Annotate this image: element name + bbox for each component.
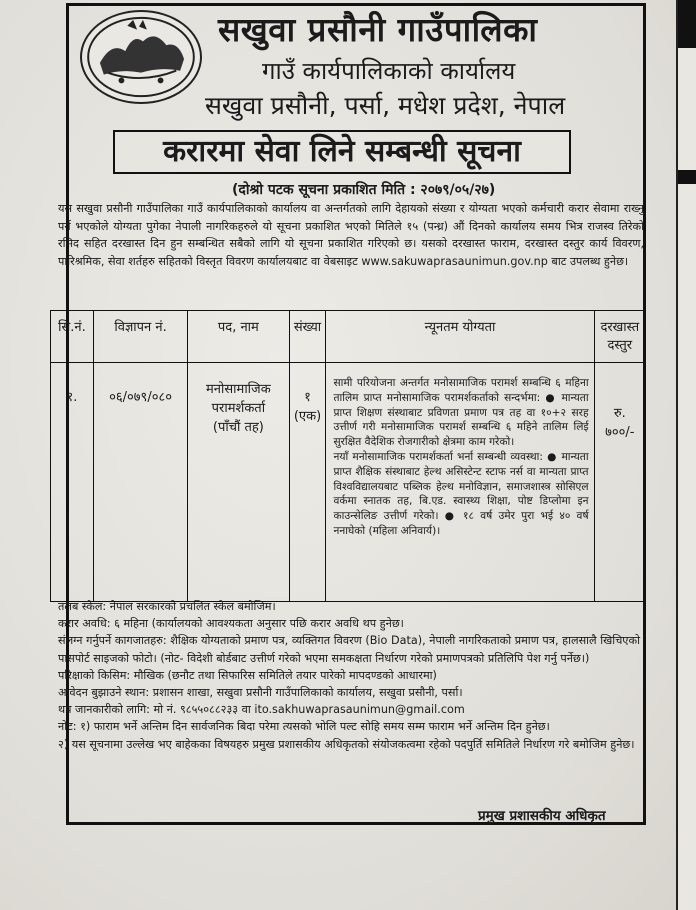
- header-sn: सि.नं.: [51, 311, 94, 363]
- header-count: संख्या: [289, 311, 326, 363]
- header-adv-no: विज्ञापन नं.: [93, 311, 187, 363]
- required-documents: संलग्न गर्नुपर्ने कागजातहरु: शैक्षिक योग्यताको प्रमाण पत्र, व्यक्तिगत विवरण (Bio Data), नेपाली नागरिकताको प्रमाण पत्र, हालसालै खिचिएको पासपोर्ट साइजको फोटो। (नोट- विदेशी बोर्डबाट उत्तीर्ण गरेको भएमा समकक्षता निर्धारण गरेको प्रमाणपत्रको प्रतिलिपि पेश गर्नु पर्नेछ।): [58, 634, 640, 665]
- row-adv-no: ०६/०७९/०८०: [109, 390, 172, 405]
- row-count-value: १: [304, 390, 311, 405]
- header-fee-line1: दरखास्त: [600, 320, 640, 335]
- notice-heading-text: करारमा सेवा लिने सम्बन्धी सूचना: [163, 134, 521, 169]
- qualification-part1: सामी परियोजना अन्तर्गत मनोसामाजिक परामर्श सम्बन्धि ६ महिना तालिम प्राप्त मनोसामाजिक परामर्शकर्ताको सन्दर्भमा: ● मान्यता प्राप्त शिक्षण संस्थाबाट प्रविणता प्रमाण पत्र तह वा १०+२ सरह उत्तीर्ण गरी मनोसामाजिक परामर्श सम्बन्धि ६ महिने तालिम लिई सुरक्षित वैदेशिक रोजगारीको क्षेत्रमा काम गरेको।: [333, 377, 589, 449]
- table-row: [51, 363, 646, 602]
- table-header-row: [51, 311, 646, 363]
- strip-dark-band: [678, 170, 696, 184]
- row-count-words: (एक): [293, 409, 322, 424]
- publish-date-line: (दोश्रो पटक सूचना प्रकाशित मिति : २०७९/०५/२७): [232, 182, 496, 198]
- cell-post: [188, 363, 289, 602]
- contract-period: करार अवधि: ६ महिना (कार्यालयको आवश्यकता अनुसार पछि करार अवधि थप हुनेछ।: [58, 617, 404, 631]
- vacancy-table: [50, 310, 646, 602]
- exam-type: परिक्षाको किसिम: मौखिक (छनौट तथा सिफारिस समितिले तयार पारेको मापदण्डको आधारमा): [58, 668, 437, 682]
- row-post: [189, 364, 287, 437]
- municipality-name: सखुवा प्रसौनी गाउँपालिका: [218, 10, 538, 49]
- row-post-line1: मनोसामाजिक: [206, 382, 271, 397]
- row-post-line3: (पाँचौं तह): [212, 420, 264, 435]
- header-fee-line2: दस्तुर: [607, 338, 633, 353]
- strip-dark-block: [678, 0, 696, 48]
- office-address: सखुवा प्रसौनी, पर्सा, मधेश प्रदेश, नेपाल: [205, 91, 566, 120]
- header-fee: [594, 311, 645, 363]
- row-fee-line2: ७००/-: [605, 425, 635, 440]
- cell-count: [289, 363, 326, 602]
- note-2: २) यस सूचनामा उल्लेख भए बाहेकका विषयहरु प्रमुख प्रशासकीय अधिकृतको संयोजकत्वमा रहेको पदपुर्ति समितिले निर्धारण गरे बमोजिम हुनेछ।: [58, 737, 635, 751]
- intro-paragraph: यस सखुवा प्रसौनी गाउँपालिका गाउँ कार्यपालिकाको कार्यालय वा अन्तर्गतको लागि देहायको संख्या र योग्यता भएको कर्मचारी करार सेवामा राख्नु पर्ने भएकोले योग्यता पुगेका नेपाली नागरिकहरुले यो सूचना प्रकाशित भएको मितिले १५ (पन्ध्र) औं दिनको कार्यालय समय भित्र राजस्व तिरेको रसिद सहित दरखास्त दिन हुन सम्बन्धित सबैको लागि यो सूचना प्रकाशित गरिएको छ। यसको दरखास्त फाराम, दरखास्त दस्तुर कार्य विवरण, पारिश्रमिक, सेवा शर्तहरु सहितको विस्तृत विवरण कार्यालयबाट वा वेबसाइट www.sakuwaprasaunimun.gov.np बाट उपलब्ध हुनेछ।: [58, 202, 644, 268]
- note-1: नोट: १) फाराम भर्ने अन्तिम दिन सार्वजनिक बिदा परेमा त्यसको भोलि पल्ट सोहि समय सम्म फाराम भर्ने अन्तिम दिन हुनेछ।: [58, 720, 550, 734]
- row-fee-line1: रु.: [613, 406, 626, 421]
- qualification-part2: नयाँ मनोसामाजिक परामर्शकर्ता भर्ना सम्बन्धी व्यवस्था: ● मान्यता प्राप्त शैक्षिक संस्थाबाट हेल्थ असिस्टेन्ट स्टाफ नर्स वा मान्यता प्राप्त विश्वविद्यालयबाट पब्लिक हेल्थ मनोविज्ञान, समाजशास्त्र सोसिएल वर्कमा स्नातक तह, बि.एड. स्वास्थ्य शिक्षा, पोष्ट डिप्लोमा इन काउन्सेलिङ उत्तीर्ण गरेको। ● १८ वर्ष उमेर पुरा भई ४० वर्ष ननाघेको (महिला अनिवार्य)।: [333, 450, 589, 537]
- contact-info: थप जानकारीको लागि: मो नं. ९८५५०८८२३३ वा ito.sakhuwaprasaunimun@gmail.com: [58, 703, 465, 717]
- submission-place: आवेदन बुझाउने स्थान: प्रशासन शाखा, सखुवा प्रसौनी गाउँपालिकाको कार्यालय, सखुवा प्रसौनी, पर्सा।: [58, 686, 463, 700]
- cell-fee: [594, 363, 645, 602]
- signatory-title: प्रमुख प्रशासकीय अधिकृत: [478, 808, 606, 824]
- row-fee: [596, 364, 644, 442]
- office-name: गाउँ कार्यपालिकाको कार्यालय: [262, 57, 516, 85]
- cell-adv-no: [93, 363, 187, 602]
- notice-footer: [58, 598, 640, 753]
- municipality-emblem-icon: [80, 10, 202, 104]
- cell-qualification: [326, 363, 594, 602]
- notice-heading: [113, 130, 571, 174]
- row-qualification: [327, 364, 592, 539]
- row-post-line2: परामर्शकर्ता: [211, 401, 266, 416]
- header-qualification: न्यूनतम योग्यता: [326, 311, 594, 363]
- adjacent-column-strip: [676, 0, 696, 910]
- row-count: [291, 364, 325, 426]
- salary-scale: तलब स्केल: नेपाल सरकारको प्रचलित स्केल बमोजिम।: [58, 600, 276, 613]
- cell-sn: [51, 363, 94, 602]
- header-post: पद, नाम: [188, 311, 289, 363]
- row-sn: १.: [66, 390, 78, 405]
